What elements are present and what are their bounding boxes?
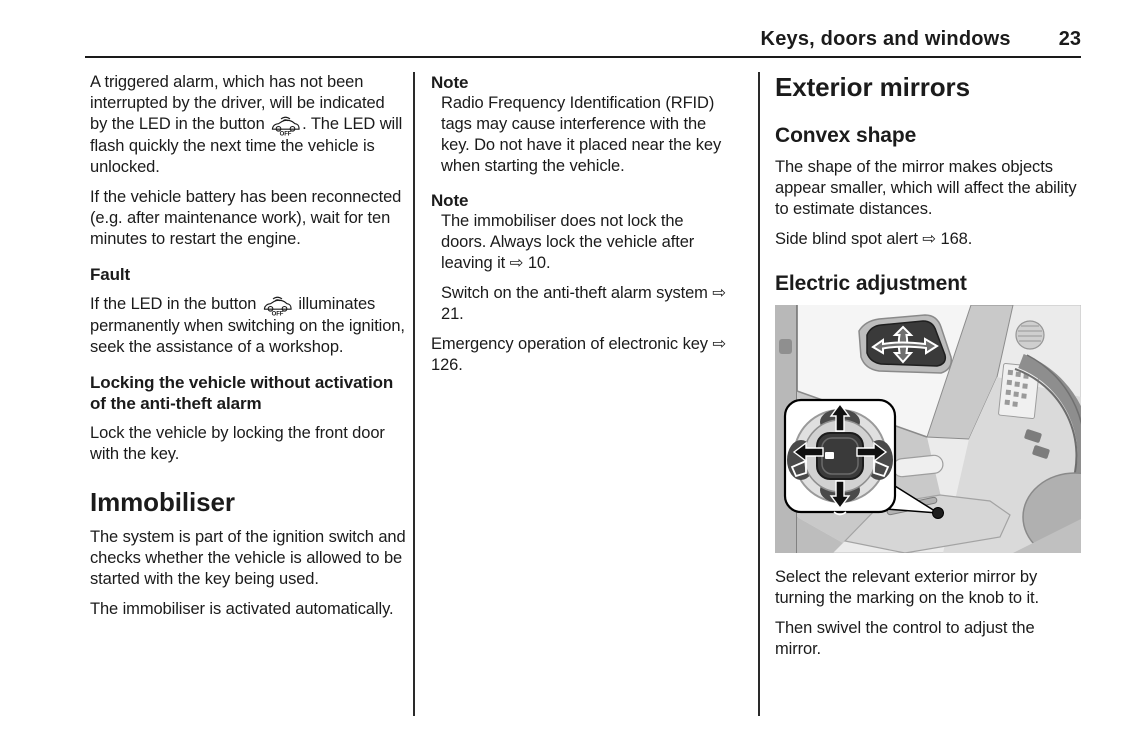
text: A triggered alarm, which has not been interrupted by the driver, will be indicated by the LED in the: [90, 73, 385, 133]
blind-spot-reference-paragraph: Side blind spot alert ⇨ 168.: [775, 230, 973, 248]
text: button: [219, 115, 265, 133]
locking-paragraph: Lock the vehicle by locking the front door with the key.: [90, 424, 385, 463]
text: .: [302, 115, 307, 133]
convex-shape-heading: Convex shape: [775, 124, 917, 147]
electric-adjustment-heading: Electric adjustment: [775, 272, 967, 295]
column-middle: [431, 72, 729, 385]
text: If the LED in the button: [90, 295, 257, 313]
car-interior-illustration: [775, 305, 1081, 553]
immobiliser-paragraph-2: The immobiliser is activated automatically.: [90, 600, 394, 618]
column-divider-left: [413, 72, 415, 716]
column-right: [775, 72, 1081, 669]
speaker-grille: [1016, 321, 1044, 349]
mirror-adjustment-illustration: [775, 305, 1081, 553]
exterior-mirror: [859, 315, 951, 373]
convex-paragraph: The shape of the mirror makes objects appear smaller, which will affect the ability to estimate distances.: [775, 158, 1077, 218]
text: illuminates permanently when switching on the ignition, seek the assistance of a workshop.: [90, 295, 405, 356]
alarm-led-paragraph: [90, 72, 406, 178]
select-mirror-paragraph: Select the relevant exterior mirror by turning the marking on the knob to it.: [775, 568, 1040, 607]
antitheft-reference-paragraph: Switch on the anti-theft alarm system ⇨ 21.: [441, 284, 727, 323]
locking-heading: Locking the vehicle without activation of the anti-theft alarm: [90, 373, 394, 413]
alarm-off-label: OFF: [271, 311, 284, 316]
chapter-title: Keys, doors and windows: [760, 28, 1011, 50]
fault-heading: Fault: [90, 265, 131, 284]
text: The LED will flash quickly the next time the vehicle is unlocked.: [90, 115, 403, 176]
page-number: 23: [1058, 28, 1081, 50]
adjuster-knob-on-door: [933, 508, 944, 519]
alarm-off-label: OFF: [279, 131, 292, 136]
note-heading-1: Note: [431, 73, 469, 92]
fault-paragraph: [90, 294, 406, 358]
header-rule: [85, 56, 1081, 58]
immobiliser-paragraph-1: The system is part of the ignition switch and checks whether the vehicle is allowed to be started with the key being used.: [90, 528, 406, 588]
belt-anchor: [779, 339, 792, 354]
adjustment-knob-callout: [785, 400, 895, 515]
knob-marking: [825, 452, 834, 459]
immobiliser-heading: Immobiliser: [90, 487, 235, 517]
note-paragraph-1: Radio Frequency Identification (RFID) tags may cause interference with the key. Do not have it placed near the key when starting the vehicle.: [441, 94, 722, 175]
exterior-mirrors-heading: Exterior mirrors: [775, 72, 970, 102]
anti-theft-alarm-off-icon: [262, 294, 293, 316]
page-header: [85, 28, 1081, 51]
note-paragraph-2: The immobiliser does not lock the doors. Always lock the vehicle after leaving it ⇨ 10.: [441, 212, 695, 272]
battery-paragraph: If the vehicle battery has been reconnected (e.g. after maintenance work), wait for ten minutes to restart the engine.: [90, 188, 402, 248]
note-heading-2: Note: [431, 191, 469, 210]
swivel-control-paragraph: Then swivel the control to adjust the mirror.: [775, 619, 1035, 658]
column-left: [90, 72, 406, 629]
column-divider-right: [758, 72, 760, 716]
anti-theft-alarm-off-icon: [270, 114, 301, 136]
emergency-key-reference-paragraph: Emergency operation of electronic key ⇨ 126.: [431, 335, 727, 374]
